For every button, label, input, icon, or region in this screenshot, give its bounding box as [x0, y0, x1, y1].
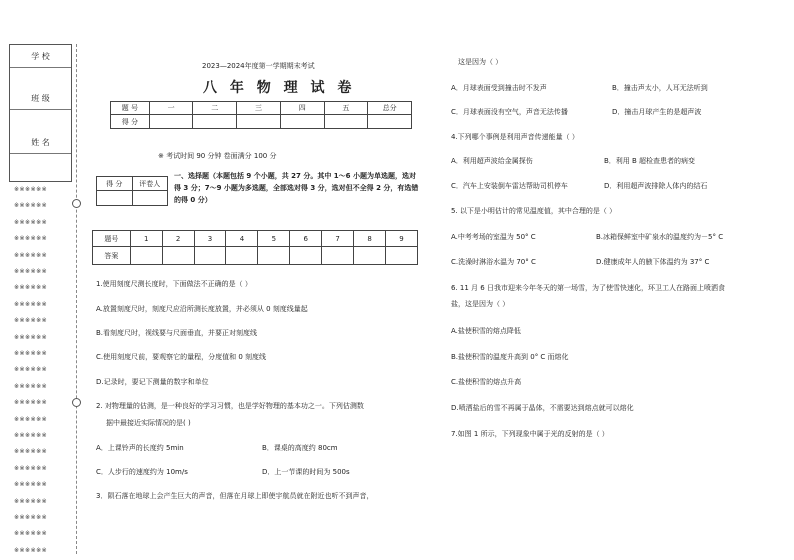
binding-stars: ※※※※※※: [14, 186, 48, 193]
answer-cell[interactable]: [386, 247, 418, 265]
question-5-stem: 5. 以下是小明估计的常见温度值，其中合理的是（ ）: [451, 207, 617, 215]
score-table-header: 总分: [368, 102, 412, 115]
grader-name-label: 评卷人: [132, 177, 168, 191]
question-1-option-d: D.记录时，要记下测量的数字和单位: [96, 378, 209, 386]
question-4-option-a: A．利用超声波给金属探伤: [451, 157, 533, 165]
question-3-option-b: B．撞击声太小，人耳无法听到: [612, 84, 708, 92]
question-6-option-a: A.盐使积雪的熔点降低: [451, 327, 521, 335]
question-1-option-b: B.看刻度尺时，视线要与尺面垂直，并要正对刻度线: [96, 329, 258, 337]
binding-stars: ※※※※※※: [14, 416, 48, 423]
binding-stars: ※※※※※※: [14, 317, 48, 324]
answer-cell[interactable]: [290, 247, 322, 265]
binding-stars: ※※※※※※: [14, 235, 48, 242]
question-5-option-b: B.冰箱保鲜室中矿泉水的温度约为－5° C: [596, 233, 724, 241]
question-7-stem: 7.如图 1 所示，下列现象中属于光的反射的是（ ）: [451, 430, 609, 438]
binding-stars: ※※※※※※: [14, 399, 48, 406]
question-3-option-c: C．月球表面没有空气，声音无法传播: [451, 108, 568, 116]
answer-cell[interactable]: [258, 247, 290, 265]
section-instructions: 一、选择题（本题包括 9 个小题，共 27 分。其中 1～6 小题为单选题，选对得 3 分；7～9 小题为多选题，全部选对得 3 分，选对但不全得 2 分，有选错的得 0 分）: [174, 172, 419, 204]
paper-title: 八 年 物 理 试 卷: [203, 80, 356, 96]
question-6-stem-cont: 盐，这是因为（ ）: [451, 300, 510, 308]
score-table: [110, 101, 412, 129]
binding-ring-top: [72, 199, 81, 208]
student-info-box: [9, 44, 72, 182]
score-cell[interactable]: [237, 115, 281, 129]
class-label: 班 级: [31, 94, 50, 103]
binding-stars: ※※※※※※: [14, 448, 48, 455]
question-2-option-b: B．课桌的高度约 80cm: [262, 444, 338, 452]
binding-stars: ※※※※※※: [14, 284, 48, 291]
question-2-option-a: A．上课铃声的长度约 5min: [96, 444, 184, 452]
answer-table-header: 9: [386, 231, 418, 247]
grader-score-cell[interactable]: [97, 191, 133, 206]
score-cell[interactable]: [280, 115, 324, 129]
score-table-header: 三: [237, 102, 281, 115]
grader-score-label: 得 分: [97, 177, 133, 191]
question-3-option-a: A．月球表面受到撞击时不发声: [451, 84, 547, 92]
binding-stars: ※※※※※※: [14, 432, 48, 439]
binding-stars: ※※※※※※: [14, 383, 48, 390]
score-cell[interactable]: [324, 115, 368, 129]
score-row-label: 得 分: [111, 115, 150, 129]
answer-cell[interactable]: [194, 247, 226, 265]
binding-stars: ※※※※※※: [14, 514, 48, 521]
binding-stars: ※※※※※※: [14, 481, 48, 488]
score-table-header: 四: [280, 102, 324, 115]
question-5-option-c: C.洗澡时淋浴水温为 70° C: [451, 258, 536, 266]
answer-table-header: 7: [322, 231, 354, 247]
question-2-option-c: C．人步行的速度约为 10m/s: [96, 468, 188, 476]
binding-stars: ※※※※※※: [14, 350, 48, 357]
answer-cell[interactable]: [130, 247, 162, 265]
binding-stars: ※※※※※※: [14, 547, 48, 554]
question-4-option-c: C．汽车上安装倒车雷达帮助司机停车: [451, 182, 568, 190]
question-1-option-c: C.使用刻度尺前，要观察它的量程，分度值和 0 刻度线: [96, 353, 267, 361]
answer-cell[interactable]: [322, 247, 354, 265]
answer-table-header: 2: [162, 231, 194, 247]
school-label: 学 校: [31, 52, 50, 61]
binding-stars: ※※※※※※: [14, 252, 48, 259]
score-table-header: 五: [324, 102, 368, 115]
binding-stars: ※※※※※※: [14, 498, 48, 505]
answer-table-header: 3: [194, 231, 226, 247]
question-2-option-d: D．上一节课的时间为 500s: [262, 468, 350, 476]
binding-stars: ※※※※※※: [14, 202, 48, 209]
answer-cell[interactable]: [226, 247, 258, 265]
binding-stars: ※※※※※※: [14, 366, 48, 373]
exam-title: 2023—2024年度第一学期期末考试: [202, 62, 315, 70]
binding-stars: ※※※※※※: [14, 465, 48, 472]
question-4-option-b: B．利用 B 超检查患者的病变: [604, 157, 696, 165]
answer-table-header: 4: [226, 231, 258, 247]
question-6-option-b: B.盐使积雪的温度升高到 0° C 而熔化: [451, 353, 569, 361]
binding-stars: ※※※※※※: [14, 219, 48, 226]
question-4-option-d: D．利用超声波排除人体内的结石: [604, 182, 708, 190]
answer-table-header: 5: [258, 231, 290, 247]
binding-dashed-line: [76, 44, 77, 554]
question-5-option-d: D.健康成年人的腋下体温约为 37° C: [596, 258, 710, 266]
question-6-option-c: C.盐使积雪的熔点升高: [451, 378, 522, 386]
score-table-header: 一: [149, 102, 193, 115]
grader-table: [96, 176, 168, 206]
answer-cell[interactable]: [162, 247, 194, 265]
score-cell[interactable]: [368, 115, 412, 129]
question-2-stem: 2. 对物理量的估测，是一种良好的学习习惯，也是学好物理的基本功之一。下列估测数: [96, 402, 364, 410]
question-6-option-d: D.喷洒盐后的雪不再属于晶体，不需要达到熔点就可以熔化: [451, 404, 634, 412]
answer-table-header: 8: [354, 231, 386, 247]
question-1-option-a: A.放置刻度尺时，刻度尺应沿所测长度放置，并必须从 0 刻度线量起: [96, 305, 308, 313]
binding-stars: ※※※※※※: [14, 268, 48, 275]
binding-ring-bottom: [72, 398, 81, 407]
name-label: 姓 名: [31, 138, 50, 147]
question-2-stem-cont: 据中最接近实际情况的是( ): [106, 419, 191, 427]
question-5-option-a: A.中考考场的室温为 50° C: [451, 233, 536, 241]
question-1-stem: 1.使用刻度尺测长度时，下面做法不正确的是（ ）: [96, 280, 252, 288]
question-3-stem-cont: 这是因为（ ）: [458, 58, 503, 66]
binding-stars: ※※※※※※: [14, 334, 48, 341]
answer-table: [92, 230, 418, 265]
question-6-stem: 6. 11 月 6 日我市迎来今年冬天的第一场雪，为了使雪快速化，环卫工人在路面上喷洒食: [451, 284, 725, 292]
answer-table-header: 6: [290, 231, 322, 247]
answer-table-header: 1: [130, 231, 162, 247]
score-cell[interactable]: [193, 115, 237, 129]
binding-stars: ※※※※※※: [14, 530, 48, 537]
question-3-option-d: D．撞击月球产生的是超声波: [612, 108, 702, 116]
binding-stars: ※※※※※※: [14, 301, 48, 308]
answer-row-label: 答案: [93, 247, 131, 265]
answer-table-header: 题号: [93, 231, 131, 247]
grader-name-cell[interactable]: [132, 191, 168, 206]
score-cell[interactable]: [149, 115, 193, 129]
question-3-stem: 3．陨石落在地球上会产生巨大的声音，但落在月球上即使宇航员就在附近也听不到声音，: [96, 492, 374, 500]
exam-info: ※ 考试时间 90 分钟 卷面满分 100 分: [158, 152, 277, 160]
score-table-header: 题 号: [111, 102, 150, 115]
question-4-stem: 4.下列哪个事例是利用声音传递能量（ ）: [451, 133, 579, 141]
answer-cell[interactable]: [354, 247, 386, 265]
score-table-header: 二: [193, 102, 237, 115]
